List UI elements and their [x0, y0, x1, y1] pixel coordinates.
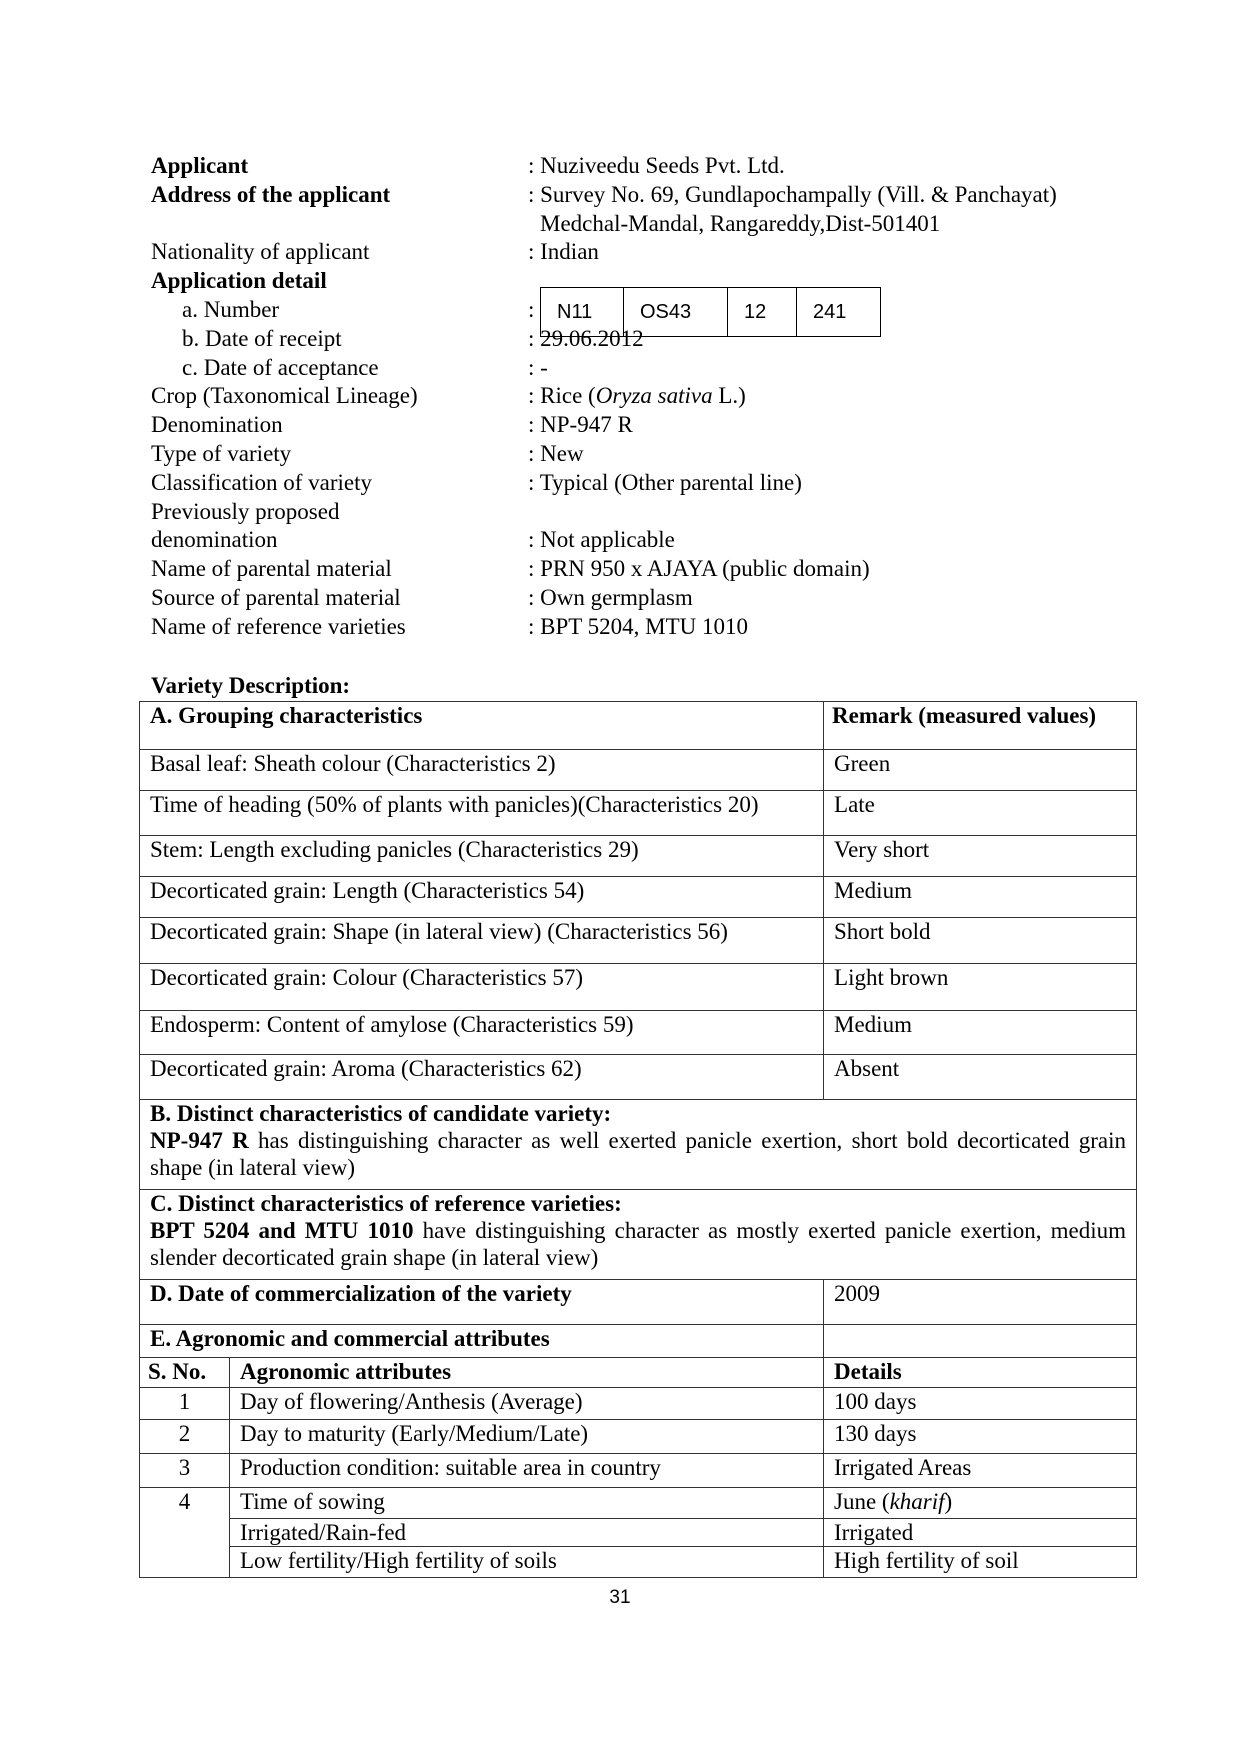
page-number: 31 — [609, 1587, 631, 1608]
info-row-nationality — [151, 238, 1151, 267]
details-cell: Irrigated Areas — [824, 1454, 1137, 1488]
info-value: : Nuziveedu Seeds Pvt. Ltd. — [528, 153, 785, 178]
candidate-characteristics-row — [140, 1100, 1137, 1190]
remark-cell: Medium — [824, 1011, 1137, 1055]
details-cell: Irrigated — [824, 1519, 1137, 1547]
commercialization-header: D. Date of commercialization of the variety — [140, 1280, 824, 1325]
info-value: : 29.06.2012 — [528, 325, 644, 351]
candidate-text: has distinguishing character as well exerted panicle exertion, short bold decorticated grain shape (in lateral view) — [150, 1128, 1127, 1180]
variety-description-title: Variety Description: — [151, 673, 351, 698]
details-cell: 130 days — [824, 1420, 1137, 1454]
grouping-header-row — [140, 702, 1137, 750]
info-value — [528, 382, 746, 411]
table-row — [140, 1488, 1137, 1519]
info-row-applicant — [151, 152, 1151, 181]
attribute-cell: Production condition: suitable area in country — [230, 1454, 824, 1488]
attribute-cell: Low fertility/High fertility of soils — [230, 1547, 824, 1578]
info-row-previously-proposed — [151, 498, 1151, 527]
reference-header: C. Distinct characteristics of reference varieties: — [150, 1191, 622, 1216]
details-cell: 100 days — [824, 1388, 1137, 1420]
info-label: Application detail — [151, 268, 327, 294]
application-number-part: 12 — [728, 288, 797, 336]
sno-cell — [140, 1519, 230, 1547]
info-row-date-receipt — [151, 325, 1151, 354]
info-value: Medchal-Mandal, Rangareddy,Dist-501401 — [540, 210, 941, 236]
characteristic-cell: Time of heading (50% of plants with panicles)(Characteristics 20) — [140, 791, 824, 836]
characteristic-cell: Decorticated grain: Shape (in lateral view) (Characteristics 56) — [140, 918, 824, 964]
info-label: Source of parental material — [151, 584, 401, 610]
candidate-header: B. Distinct characteristics of candidate variety: — [150, 1101, 612, 1126]
info-row-denomination — [151, 411, 1151, 440]
details-suffix: ) — [944, 1489, 953, 1514]
season-name: kharif — [889, 1489, 945, 1514]
info-value: : - — [528, 354, 548, 380]
attribute-cell: Irrigated/Rain-fed — [230, 1519, 824, 1547]
info-label: denomination — [151, 527, 278, 553]
table-row — [140, 791, 1137, 836]
info-row-address — [151, 181, 1151, 210]
info-label: Denomination — [151, 412, 283, 438]
candidate-variety-name: NP-947 R — [150, 1128, 249, 1153]
reference-characteristics-cell — [140, 1190, 1137, 1280]
remark-cell: Late — [824, 791, 1137, 836]
info-row-address-cont — [151, 210, 1151, 239]
agronomic-columns-row — [140, 1358, 1137, 1388]
remark-cell: Absent — [824, 1055, 1137, 1100]
sno-cell: 2 — [140, 1420, 230, 1454]
info-label: a. Number — [182, 296, 280, 322]
remark-cell: Light brown — [824, 964, 1137, 1011]
table-row — [140, 836, 1137, 877]
table-row — [140, 1055, 1137, 1100]
agronomic-header: E. Agronomic and commercial attributes — [140, 1325, 824, 1358]
scientific-name: Oryza sativa — [595, 383, 713, 409]
info-value: : Typical (Other parental line) — [528, 469, 802, 495]
table-row — [140, 750, 1137, 791]
characteristic-cell: Decorticated grain: Colour (Characteristics 57) — [140, 964, 824, 1011]
table-row — [140, 1388, 1137, 1420]
application-number-part: OS43 — [624, 288, 728, 336]
info-value: : PRN 950 x AJAYA (public domain) — [528, 556, 870, 582]
characteristic-cell: Endosperm: Content of amylose (Characteristics 59) — [140, 1011, 824, 1055]
remark-cell: Green — [824, 750, 1137, 791]
reference-description — [150, 1217, 1126, 1271]
table-row — [140, 1519, 1137, 1547]
info-row-source — [151, 584, 1151, 613]
remark-cell: Medium — [824, 877, 1137, 918]
info-label: b. Date of receipt — [182, 325, 342, 351]
info-label: c. Date of acceptance — [182, 354, 379, 380]
reference-text: have distinguishing character as mostly exerted panicle exertion, medium slender decorticated grain shape (in lateral view) — [150, 1218, 1127, 1270]
commercialization-row — [140, 1280, 1137, 1325]
remark-cell: Very short — [824, 836, 1137, 877]
sno-cell: 4 — [140, 1488, 230, 1519]
column-header-attribute: Agronomic attributes — [230, 1358, 824, 1388]
column-header-details: Details — [824, 1358, 1137, 1388]
info-row-type — [151, 440, 1151, 469]
remark-header: Remark (measured values) — [824, 702, 1137, 750]
attribute-cell: Day of flowering/Anthesis (Average) — [230, 1388, 824, 1420]
info-value: : — [528, 296, 535, 322]
candidate-description — [150, 1127, 1126, 1181]
details-cell — [824, 1488, 1137, 1519]
characteristic-cell: Basal leaf: Sheath colour (Characteristics 2) — [140, 750, 824, 791]
info-value: : Not applicable — [528, 527, 675, 553]
reference-characteristics-row — [140, 1190, 1137, 1280]
info-row-date-acceptance — [151, 354, 1151, 383]
info-value: : Own germplasm — [528, 584, 693, 610]
grouping-header: A. Grouping characteristics — [140, 702, 824, 750]
info-value: : NP-947 R — [528, 412, 633, 438]
characteristic-cell: Stem: Length excluding panicles (Characteristics 29) — [140, 836, 824, 877]
variety-description-table — [139, 701, 1137, 1578]
info-label: Crop (Taxonomical Lineage) — [151, 383, 418, 409]
reference-variety-names: BPT 5204 and MTU 1010 — [150, 1218, 414, 1243]
info-label: Nationality of applicant — [151, 239, 370, 265]
table-row — [140, 918, 1137, 964]
sno-cell: 3 — [140, 1454, 230, 1488]
applicant-info — [151, 152, 1151, 642]
agronomic-header-empty — [824, 1325, 1137, 1358]
info-label: Name of reference varieties — [151, 613, 406, 639]
info-row-classification — [151, 469, 1151, 498]
info-row-number — [151, 296, 1151, 325]
column-header-sno: S. No. — [140, 1358, 230, 1388]
table-row — [140, 877, 1137, 918]
info-value: : BPT 5204, MTU 1010 — [528, 613, 749, 639]
info-value: : Indian — [528, 239, 599, 265]
info-value: : New — [528, 440, 584, 466]
candidate-characteristics-cell — [140, 1100, 1137, 1190]
sno-cell: 1 — [140, 1388, 230, 1420]
sno-cell — [140, 1547, 230, 1578]
info-row-denomination-prev — [151, 526, 1151, 555]
info-row-parental-material — [151, 555, 1151, 584]
value-prefix: : Rice ( — [528, 383, 596, 409]
info-label: Classification of variety — [151, 469, 372, 495]
info-label: Name of parental material — [151, 556, 392, 582]
value-suffix: L.) — [712, 383, 746, 409]
characteristic-cell: Decorticated grain: Aroma (Characteristics 62) — [140, 1055, 824, 1100]
application-number-part: N11 — [541, 288, 624, 336]
info-label: Previously proposed — [151, 498, 340, 524]
info-label: Address of the applicant — [151, 181, 391, 207]
remark-cell: Short bold — [824, 918, 1137, 964]
details-cell: High fertility of soil — [824, 1547, 1137, 1578]
commercialization-value: 2009 — [824, 1280, 1137, 1325]
info-label: Type of variety — [151, 440, 292, 466]
characteristic-cell: Decorticated grain: Length (Characteristics 54) — [140, 877, 824, 918]
attribute-cell: Day to maturity (Early/Medium/Late) — [230, 1420, 824, 1454]
attribute-cell: Time of sowing — [230, 1488, 824, 1519]
details-prefix: June ( — [834, 1489, 890, 1514]
info-row-crop — [151, 382, 1151, 411]
info-value: : Survey No. 69, Gundlapochampally (Vill. & Panchayat) — [528, 181, 1057, 207]
application-number-part: 241 — [813, 300, 847, 323]
agronomic-header-row — [140, 1325, 1137, 1358]
info-row-reference — [151, 613, 1151, 642]
table-row — [140, 1420, 1137, 1454]
table-row — [140, 1011, 1137, 1055]
table-row — [140, 1454, 1137, 1488]
table-row — [140, 1547, 1137, 1578]
table-row — [140, 964, 1137, 1011]
info-label: Applicant — [151, 153, 249, 178]
